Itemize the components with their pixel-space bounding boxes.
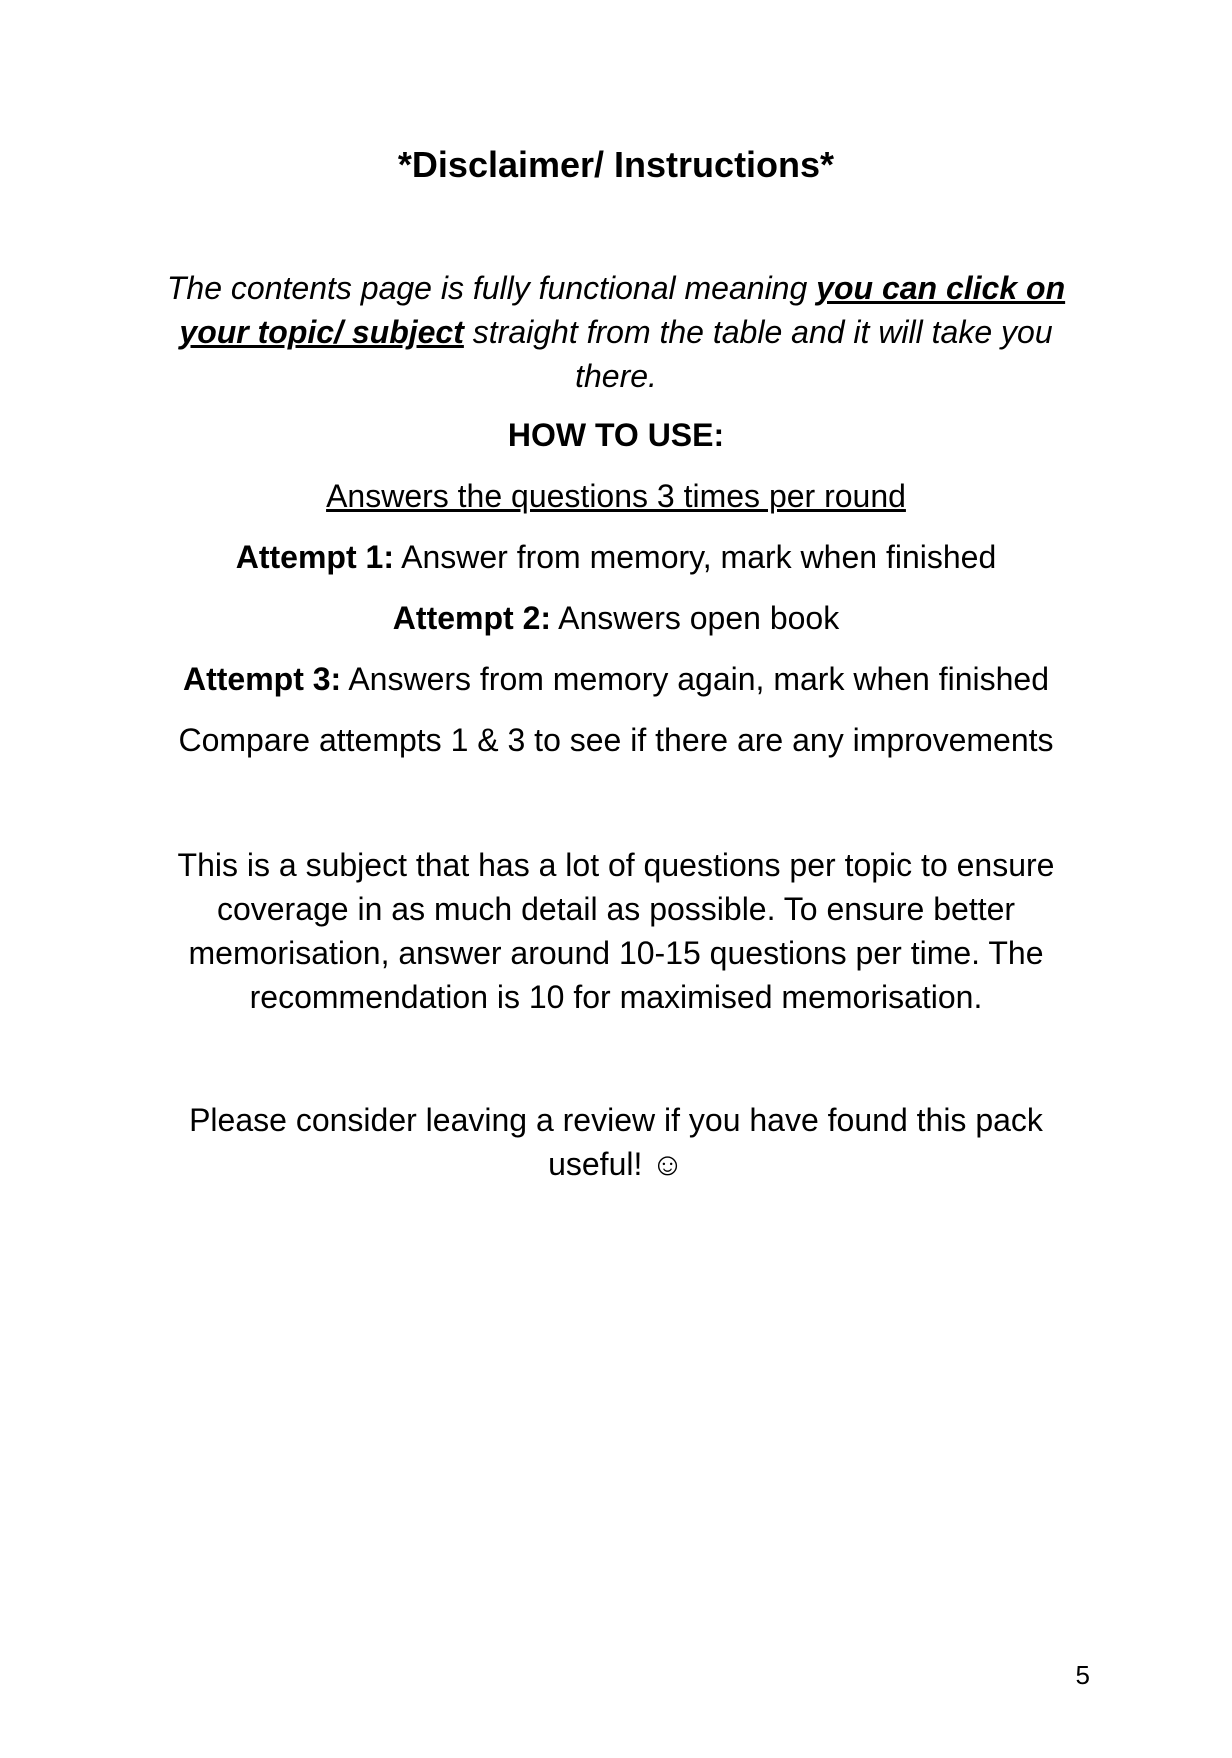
review-request-text: Please consider leaving a review if you have found this pack useful!	[189, 1102, 1043, 1182]
compare-note: Compare attempts 1 & 3 to see if there are any improvements	[178, 722, 1054, 758]
page-content	[141, 0, 1091, 1186]
smiley-face-icon: ☺	[651, 1146, 684, 1182]
intro-paragraph	[141, 266, 1091, 398]
page-number: 5	[1075, 1660, 1090, 1690]
intro-text-after: straight from the table and it will take you there.	[463, 314, 1053, 394]
attempt-1-label: Attempt 1:	[235, 539, 394, 575]
attempt-2-description: Answers open book	[551, 600, 840, 636]
page-title: *Disclaimer/ Instructions*	[397, 144, 835, 185]
intro-text-before: The contents page is fully functional meaning	[166, 270, 817, 306]
attempt-1-line	[141, 535, 1091, 579]
attempt-3-line	[141, 657, 1091, 701]
attempt-1-description: Answer from memory, mark when finished	[393, 539, 997, 575]
how-to-use-rule: Answers the questions 3 times per round	[326, 478, 906, 514]
how-to-use-heading: HOW TO USE:	[507, 417, 725, 453]
review-request-paragraph	[141, 1098, 1091, 1186]
attempt-2-label: Attempt 2:	[392, 600, 552, 636]
attempt-2-line	[141, 596, 1091, 640]
subject-note-paragraph: This is a subject that has a lot of questions per topic to ensure coverage in as much detail as possible. To ensure better memorisation, answer around 10-15 questions per time. The recommendation is 10 for maximised memorisation.	[177, 847, 1055, 1015]
attempt-3-label: Attempt 3:	[182, 661, 342, 697]
intro-emphasis-link-text: you can click on your topic/ subject	[179, 270, 1066, 350]
attempt-3-description: Answers from memory again, mark when finished	[341, 661, 1050, 697]
